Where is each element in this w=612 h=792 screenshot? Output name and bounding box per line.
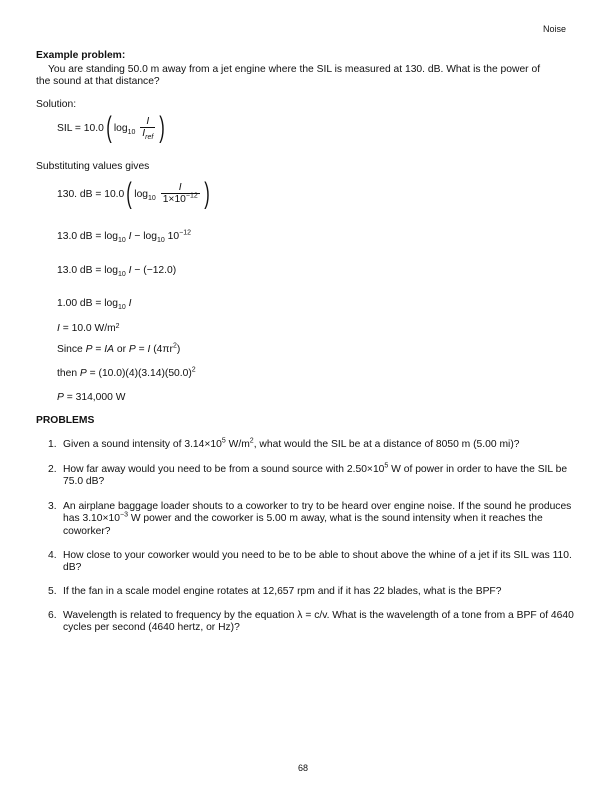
eq-var: I [57,323,60,334]
problem-text: How far away would you need to be from a sound source with $2.50\times 10^5$ W of power in order to have the SIL be 75.0 dB? [63,462,568,488]
numerator: I [140,116,155,128]
eq-base: 10 [117,271,126,279]
eq-var: IA [104,344,114,355]
equation-intensity [57,321,120,335]
eq-base: 10 [148,195,156,203]
denominator: 1×10 [162,194,186,206]
then-text: then [57,368,80,379]
problem-text: An airplane baggage loader shouts to a coworker to try to be heard over engine noise. If the sound he produces has $3.10\times 10^{-3}$ W power and the coworker is 5.00 m away, what is the sound intensity when it reaches the coworker? [63,501,572,537]
eq-tail: (4πr [150,344,173,355]
eq-exp: 2 [115,323,120,330]
denominator-sub: ref [145,134,154,142]
example-title: Example problem: [36,50,126,61]
substituting-text: Substituting values gives [36,161,150,172]
page-number: 68 [298,763,309,773]
eq-op: = [92,344,105,355]
eq-var: P [57,392,64,403]
problem-number: 3. [48,501,57,512]
equation-step3 [57,231,191,243]
problem-text: Given a sound intensity of $3.14\times 10^5$ $W/m^2$, what would the SIL be at a distance of 8050 m (5.00 mi)? [63,437,520,450]
problem-number: 4. [48,550,57,561]
equation-sil: SIL = 10.0( $\log_{10}$ $\frac{I}{I_{ref}}$ ) [57,111,166,145]
eq-rhs: = (10.0)(4)(3.14)(50.0) [86,368,192,379]
eq-var: I [128,231,132,242]
eq-var: P [128,344,136,355]
or-text: or [113,344,129,355]
equation-power-formula [57,344,180,356]
problem-text: If the fan in a scale model engine rotates at 12,657 rpm and if it has 22 blades, what is the BPF? [63,586,502,597]
eq-tail: − (−12.0) [131,265,177,276]
equation-step5 [57,298,132,310]
eq-lhs: 13.0 dB = log [57,231,118,242]
equation-power-values [57,368,196,380]
eq-log: log [113,123,128,134]
eq-var: I [128,298,132,309]
eq-rhs: = 314,000 W [63,392,126,403]
problem-number: 2. [48,464,57,475]
eq-exp: −12 [179,229,192,237]
eq-lhs: SIL = 10.0 [57,123,104,134]
eq-base: 10 [127,129,136,137]
numerator: I [161,182,200,194]
eq-var: P [79,368,87,379]
equation-power-result [57,392,125,404]
eq-lhs: 130. dB = 10.0 [57,189,125,200]
eq-base: 10 [117,304,126,312]
denominator: I [142,128,146,140]
eq-base2: 10 [157,237,165,245]
eq-op: = [135,344,148,355]
fraction [140,116,155,140]
eq-lhs: 13.0 dB = log [57,265,118,276]
eq-base: 10 [117,237,126,245]
denominator-exp: −12 [185,192,198,200]
eq-var: I [128,265,132,276]
eq-exp: 2 [172,342,177,350]
equation-step4 [57,265,176,277]
problem-number: 1. [48,439,57,450]
running-header: Noise [543,24,567,34]
equation-substituted: 130. dB = 10.0( $\log_{10}$ $\frac{I}{1\times 10^{-12}}$ ) [57,177,210,211]
eq-var: I [147,344,151,355]
fraction [161,182,200,206]
eq-log: log [134,189,149,200]
solution-label: Solution: [36,99,77,110]
eq-exp: 2 [191,366,196,374]
eq-rhs: = 10.0 W/m [59,323,116,334]
problem-number: 5. [48,586,57,597]
problem-text: How close to your coworker would you need to be to be able to shout above the whine of a jet if its SIL was 110. dB? [63,550,572,574]
eq-mid: − log [131,231,158,242]
eq-tail: 10 [164,231,180,242]
eq-var: P [85,344,93,355]
problem-number: 6. [48,610,57,621]
problems-title: PROBLEMS [36,415,95,426]
problem-text: Wavelength is related to frequency by the equation λ = c/v. What is the wavelength of a tone from a BPF of 4640 cycles per second (4640 hertz, or Hz)? [63,610,574,634]
eq-close: ) [176,344,181,355]
example-question-line1: You are standing 50.0 m away from a jet engine where the SIL is measured at 130. dB. What is the power of [48,64,541,75]
eq-lhs: 1.00 dB = log [57,298,118,309]
example-question-line2: the sound at that distance? [36,76,160,87]
since-text: Since [57,344,86,355]
